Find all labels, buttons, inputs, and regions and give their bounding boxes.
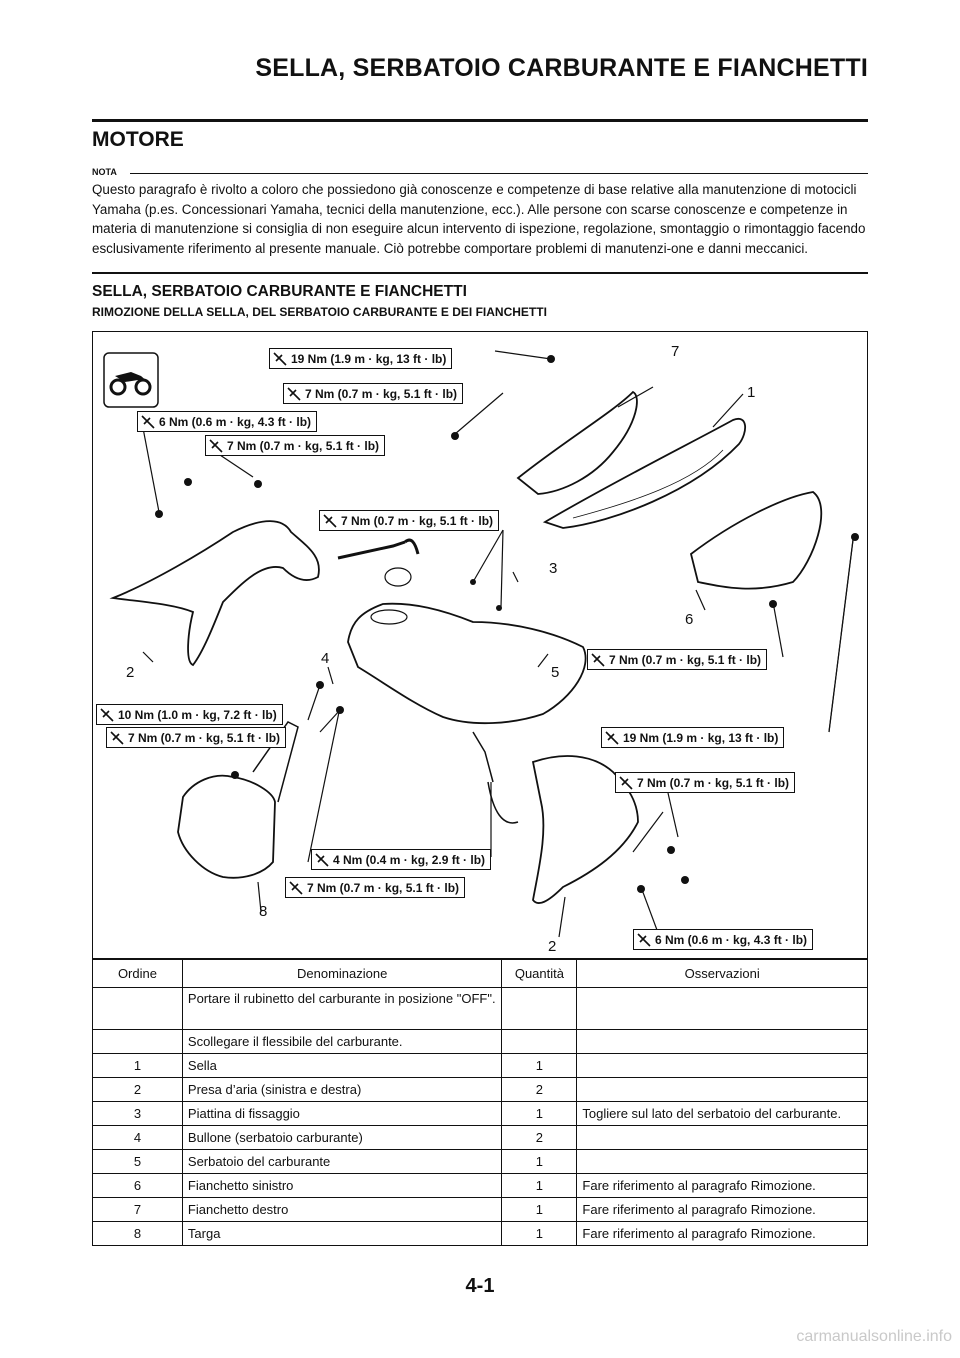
left-side-cover [691,492,821,589]
callout-number: 5 [551,664,560,681]
table-row: 5 Serbatoio del carburante 1 [93,1150,868,1174]
parts-table [92,959,868,1246]
col-header-qty: Quantità [502,960,577,988]
torque-wrench-icon [591,653,605,667]
callout-number: 3 [549,560,558,577]
table-row: Portare il rubinetto del carburante in posizione "OFF". [93,988,868,1030]
torque-wrench-icon [289,881,303,895]
callout-number: 4 [321,650,330,667]
subsection-title: SELLA, SERBATOIO CARBURANTE E FIANCHETTI [92,283,467,300]
left-air-scoop [113,521,319,665]
table-row: 6 Fianchetto sinistro 1 Fare riferimento al paragrafo Rimozione. [93,1174,868,1198]
section-title: MOTORE [92,128,184,151]
torque-wrench-icon [323,514,337,528]
torque-label: 19 Nm (1.9 m · kg, 13 ft · lb) [601,727,784,748]
torque-label: 7 Nm (0.7 m · kg, 5.1 ft · lb) [285,877,465,898]
torque-wrench-icon [287,387,301,401]
table-row: 1 Sella 1 [93,1054,868,1078]
torque-wrench-icon [110,731,124,745]
table-row: 4 Bullone (serbatoio carburante) 2 [93,1126,868,1150]
torque-label: 10 Nm (1.0 m · kg, 7.2 ft · lb) [96,704,283,725]
torque-wrench-icon [100,708,114,722]
callout-number: 2 [548,938,557,955]
right-side-cover [518,392,637,494]
table-row: 3 Piattina di fissaggio 1 Togliere sul lato del serbatoio del carburante. [93,1102,868,1126]
torque-wrench-icon [637,933,651,947]
torque-wrench-icon [273,352,287,366]
torque-wrench-icon [315,853,329,867]
table-row: 8 Targa 1 Fare riferimento al paragrafo Rimozione. [93,1222,868,1246]
torque-label: 7 Nm (0.7 m · kg, 5.1 ft · lb) [106,727,286,748]
torque-label: 4 Nm (0.4 m · kg, 2.9 ft · lb) [311,849,491,870]
nota-text: Questo paragrafo è rivolto a coloro che possiedono già conoscenze e competenze di base relative alla manutenzione di motocicli Yamaha (p.es. Concessionari Yamaha, tecnici della manutenzione, ecc.). Alle persone con scarse conoscenze e competenze in materia di manutenzione si consiglia di non eseguire alcun intervento di ispezione, regolazione, smontaggio o rimontaggio facendo esclusivamente riferimento al presente manuale. Ciò potrebbe comportare problemi di manutenzi-one e danni meccanici. [92,182,866,256]
col-header-notes: Osservazioni [577,960,868,988]
col-header-name: Denominazione [182,960,502,988]
nota-rule [130,173,868,174]
page-number: 4-1 [465,1275,495,1297]
exploded-diagram [92,331,868,959]
torque-label: 6 Nm (0.6 m · kg, 4.3 ft · lb) [137,411,317,432]
torque-wrench-icon [619,776,633,790]
fuel-cap [385,568,411,586]
fuel-tank [348,604,586,723]
callout-number: 2 [126,664,135,681]
table-header-row [93,960,868,988]
nota-end-rule [92,272,868,274]
torque-wrench-icon [141,415,155,429]
header-rule [92,119,868,122]
motorcycle-icon [111,372,150,394]
torque-label: 7 Nm (0.7 m · kg, 5.1 ft · lb) [205,435,385,456]
torque-label: 19 Nm (1.9 m · kg, 13 ft · lb) [269,348,452,369]
callout-number: 8 [259,903,268,920]
torque-label: 7 Nm (0.7 m · kg, 5.1 ft · lb) [615,772,795,793]
callout-number: 6 [685,611,694,628]
table-row: 2 Presa d’aria (sinistra e destra) 2 [93,1078,868,1102]
table-row: 7 Fianchetto destro 1 Fare riferimento al paragrafo Rimozione. [93,1198,868,1222]
table-row: Scollegare il flessibile del carburante. [93,1030,868,1054]
subsection-subtitle: RIMOZIONE DELLA SELLA, DEL SERBATOIO CARBURANTE E DEI FIANCHETTI [92,305,547,319]
col-header-order: Ordine [93,960,183,988]
page-header-title: SELLA, SERBATOIO CARBURANTE E FIANCHETTI [255,54,868,82]
watermark: carmanualsonline.info [796,1328,952,1345]
torque-wrench-icon [209,439,223,453]
callout-number: 7 [671,343,680,360]
number-plate [178,776,275,878]
torque-label: 7 Nm (0.7 m · kg, 5.1 ft · lb) [587,649,767,670]
nota-label: NOTA [92,167,117,177]
torque-label: 7 Nm (0.7 m · kg, 5.1 ft · lb) [319,510,499,531]
torque-wrench-icon [605,731,619,745]
torque-label: 7 Nm (0.7 m · kg, 5.1 ft · lb) [283,383,463,404]
callout-number: 1 [747,384,756,401]
torque-label: 6 Nm (0.6 m · kg, 4.3 ft · lb) [633,929,813,950]
